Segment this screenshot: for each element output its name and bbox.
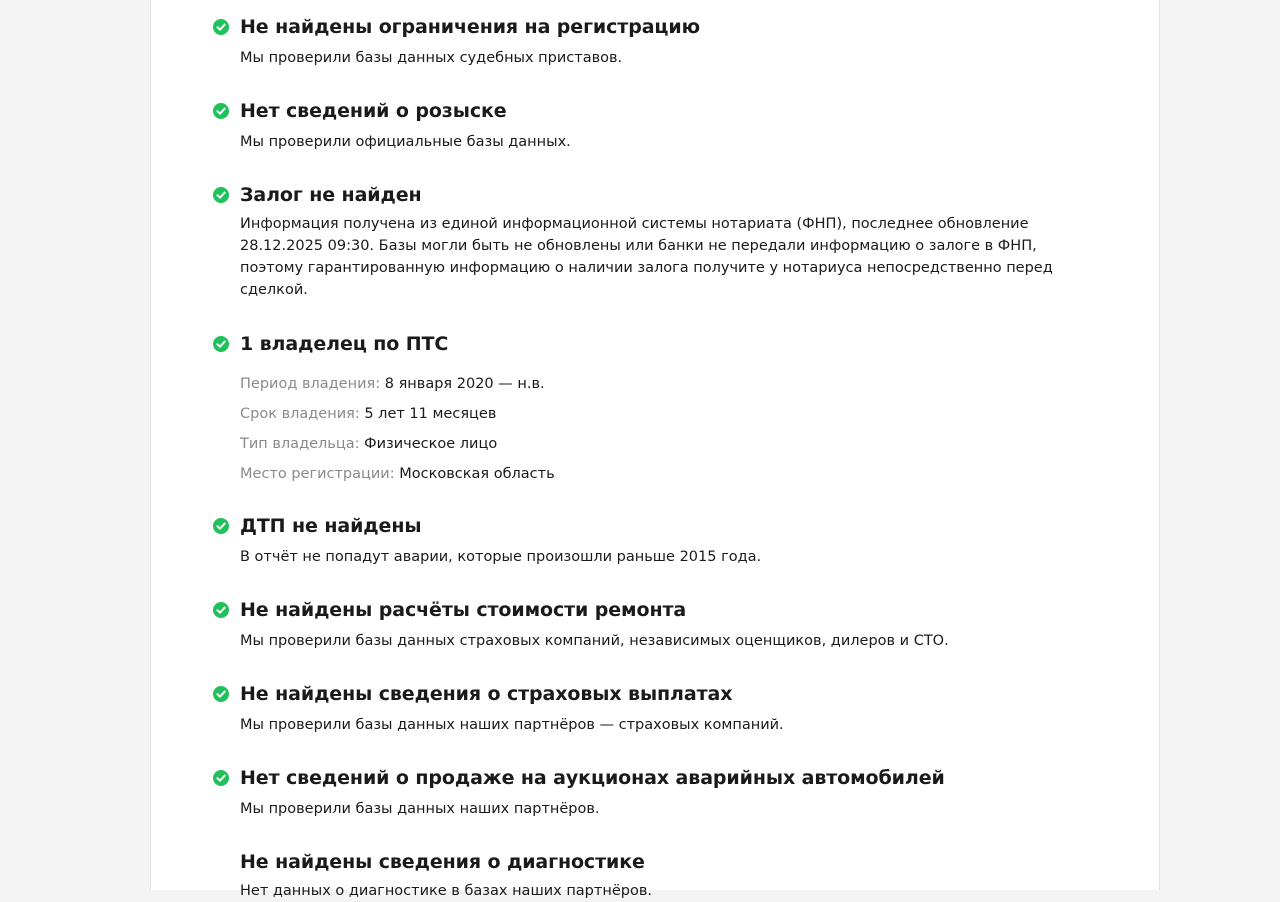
owner-type-value: Физическое лицо xyxy=(364,436,498,452)
check-circle-icon xyxy=(213,336,229,352)
owner-period-row xyxy=(240,374,545,394)
section-title: Не найдены сведения о диагностике xyxy=(240,851,645,873)
section-description: Нет данных о диагностике в базах наших партнёров. xyxy=(240,883,652,899)
section-title: Нет сведений о продаже на аукционах аварийных автомобилей xyxy=(240,767,945,789)
section-title: ДТП не найдены xyxy=(240,515,422,537)
section-description: Мы проверили базы данных наших партнёров — страховых компаний. xyxy=(240,717,784,733)
section-description: Мы проверили базы данных судебных приставов. xyxy=(240,50,623,66)
section-title: Не найдены ограничения на регистрацию xyxy=(240,16,701,38)
section-title: 1 владелец по ПТС xyxy=(240,333,449,355)
owner-period-label: Период владения: xyxy=(240,376,381,392)
owner-duration-value: 5 лет 11 месяцев xyxy=(364,406,497,422)
section-description: Мы проверили базы данных наших партнёров. xyxy=(240,801,600,817)
check-circle-icon xyxy=(213,187,229,203)
check-circle-icon xyxy=(213,518,229,534)
owner-region-label: Место регистрации: xyxy=(240,466,395,482)
check-circle-icon xyxy=(213,103,229,119)
section-title: Нет сведений о розыске xyxy=(240,100,507,122)
report-card xyxy=(150,0,1160,899)
section-description: В отчёт не попадут аварии, которые произошли раньше 2015 года. xyxy=(240,549,762,565)
check-circle-icon xyxy=(213,19,229,35)
owner-type-label: Тип владельца: xyxy=(240,436,360,452)
section-description: Информация получена из единой информационной системы нотариата (ФНП), последнее обновление 28.12.2025 09:30. Базы могли быть не обновлены или банки не передали информацию о залоге в ФНП, поэтому гарантированную информацию о наличии залога получите у нотариуса непосредственно перед сделкой. xyxy=(240,216,1053,298)
owner-duration-row xyxy=(240,404,496,424)
check-circle-icon xyxy=(213,602,229,618)
owner-region-row xyxy=(240,464,555,484)
section-title: Не найдены расчёты стоимости ремонта xyxy=(240,599,687,621)
section-title: Залог не найден xyxy=(240,184,422,206)
owner-period-value: 8 января 2020 — н.в. xyxy=(384,376,545,392)
check-circle-icon xyxy=(213,770,229,786)
section-description: Мы проверили официальные базы данных. xyxy=(240,134,571,150)
section-description: Мы проверили базы данных страховых компаний, независимых оценщиков, дилеров и СТО. xyxy=(240,633,949,649)
owner-region-value: Московская область xyxy=(399,466,555,482)
owner-duration-label: Срок владения: xyxy=(240,406,360,422)
section-title: Не найдены сведения о страховых выплатах xyxy=(240,683,733,705)
owner-type-row xyxy=(240,434,497,454)
check-circle-icon xyxy=(213,686,229,702)
